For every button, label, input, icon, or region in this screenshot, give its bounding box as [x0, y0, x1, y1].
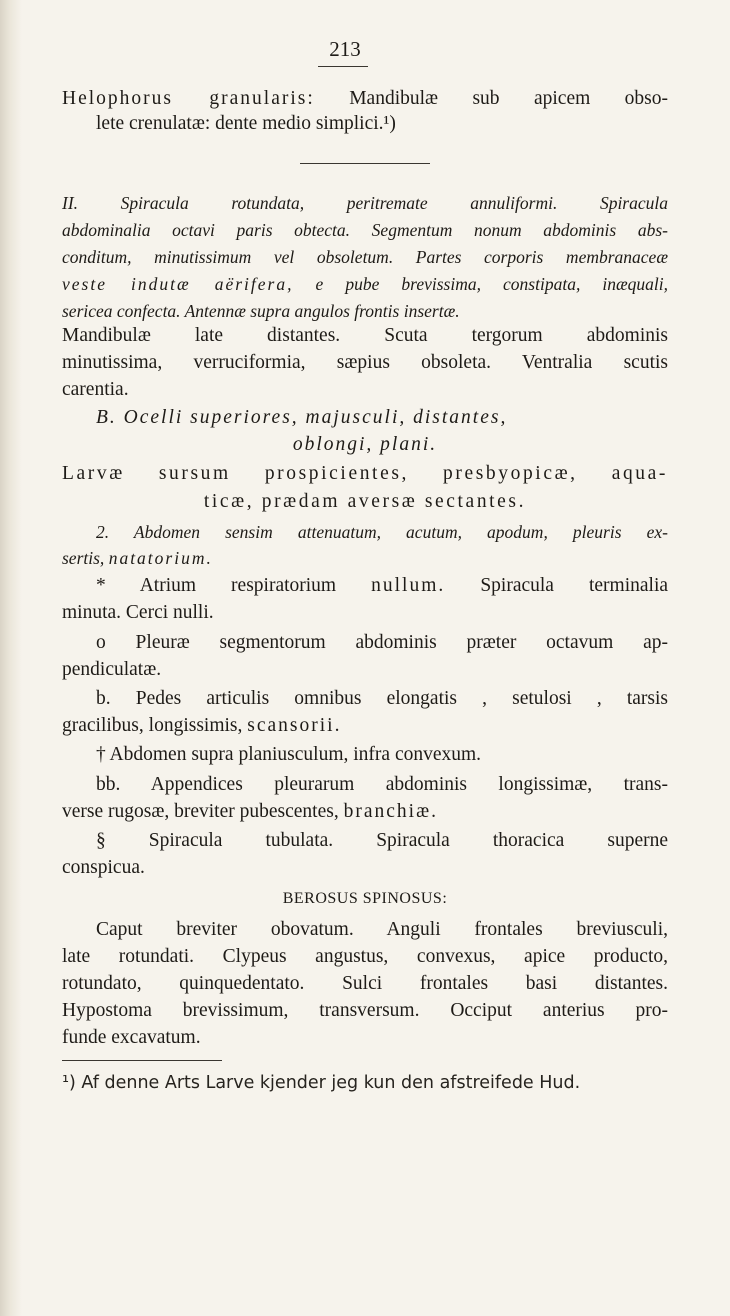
footnote: ¹) Af denne Arts Larve kjender jeg kun den afstreifede Hud.	[62, 1073, 581, 1093]
description-line-5: funde excavatum.	[62, 1027, 201, 1048]
key-section-line-1: § Spiracula tubulata. Spiracula thoracica superne	[96, 830, 668, 851]
key-o-line-2: pendiculatæ.	[62, 659, 162, 680]
key-bb-line-2-start: verse rugosæ, breviter pubescentes,	[62, 801, 339, 822]
section-ii-line-4	[62, 272, 668, 296]
description-line-1: Caput breviter obovatum. Anguli frontales breviusculi,	[96, 919, 668, 940]
description-line-4: Hypostoma brevissimum, transversum. Occiput anterius pro-	[62, 1000, 668, 1021]
page-number-rule	[318, 66, 368, 67]
heading-line-1-rest: Mandibulæ sub apicem obso-	[349, 88, 669, 109]
spaced-term: veste indutæ aërifera,	[62, 274, 294, 294]
page-binding-shadow	[0, 0, 22, 1316]
section-ii-para-line-1: Mandibulæ late distantes. Scuta tergorum abdominis	[62, 325, 668, 346]
species-heading: BEROSUS SPINOSUS:	[282, 890, 448, 907]
key-star-rest: Spiracula terminalia	[480, 575, 669, 596]
heading-line-2: lete crenulatæ: dente medio simplici.¹)	[96, 113, 396, 134]
section-2-line-2	[62, 546, 668, 570]
section-ii-para-line-2: minutissima, verruciformia, sæpius obsoleta. Ventralia scutis	[62, 352, 668, 373]
section-b-line-4: ticæ, prædam aversæ sectantes.	[203, 491, 527, 512]
heading-line-1	[62, 87, 668, 111]
spaced-term: natatorium.	[108, 548, 213, 568]
section-b-line-3: Larvæ sursum prospicientes, presbyopicæ, aqua-	[62, 463, 668, 484]
description-line-2: late rotundati. Clypeus angustus, convexus, apice producto,	[62, 946, 668, 967]
section-2-line-1: 2. Abdomen sensim attenuatum, acutum, apodum, pleuris ex-	[96, 522, 668, 542]
key-bb-line-1: bb. Appendices pleurarum abdominis longissimæ, trans-	[96, 774, 668, 795]
section-b-line-2: oblongi, plani.	[292, 434, 438, 455]
spaced-term: nullum.	[371, 575, 446, 596]
section-b-line-1: B. Ocelli superiores, majusculi, distantes,	[96, 407, 508, 428]
page-number: 213	[329, 37, 361, 61]
spaced-term: scansorii.	[247, 715, 342, 736]
key-b-line-1: b. Pedes articulis omnibus elongatis , setulosi , tarsis	[96, 688, 668, 709]
section-ii-line-5: sericea confecta. Antennæ supra angulos frontis insertæ.	[62, 301, 460, 321]
spaced-term: branchiæ.	[343, 801, 438, 822]
key-bb-line-2	[62, 800, 668, 824]
section-ii-line-2: abdominalia octavi paris obtecta. Segmentum nonum abdominis abs-	[62, 220, 668, 240]
key-b-line-2	[62, 714, 668, 738]
key-star-line-2: minuta. Cerci nulli.	[62, 602, 214, 623]
footnote-rule	[62, 1060, 222, 1061]
section-ii-line-4-rest: e pube brevissima, constipata, inæquali,	[315, 274, 669, 294]
species-name: Helophorus granularis:	[62, 88, 315, 109]
section-2-line-2-start: sertis,	[62, 548, 105, 568]
section-ii-line-3: conditum, minutissimum vel obsoletum. Partes corporis membranaceæ	[62, 247, 668, 267]
key-o-line-1: o Pleuræ segmentorum abdominis præter octavum ap-	[96, 632, 668, 653]
key-section-line-2: conspicua.	[62, 857, 145, 878]
section-ii-para-line-3: carentia.	[62, 379, 129, 400]
key-b-line-2-start: gracilibus, longissimis,	[62, 715, 243, 736]
description-line-3: rotundato, quinquedentato. Sulci frontales basi distantes.	[62, 973, 668, 994]
key-dagger-line: † Abdomen supra planiusculum, infra convexum.	[96, 744, 482, 765]
key-star-start: * Atrium respiratorium	[96, 575, 337, 596]
section-ii-line-1: II. Spiracula rotundata, peritremate annuliformi. Spiracula	[62, 193, 668, 213]
section-divider	[300, 163, 430, 164]
key-star-line-1	[96, 574, 668, 598]
